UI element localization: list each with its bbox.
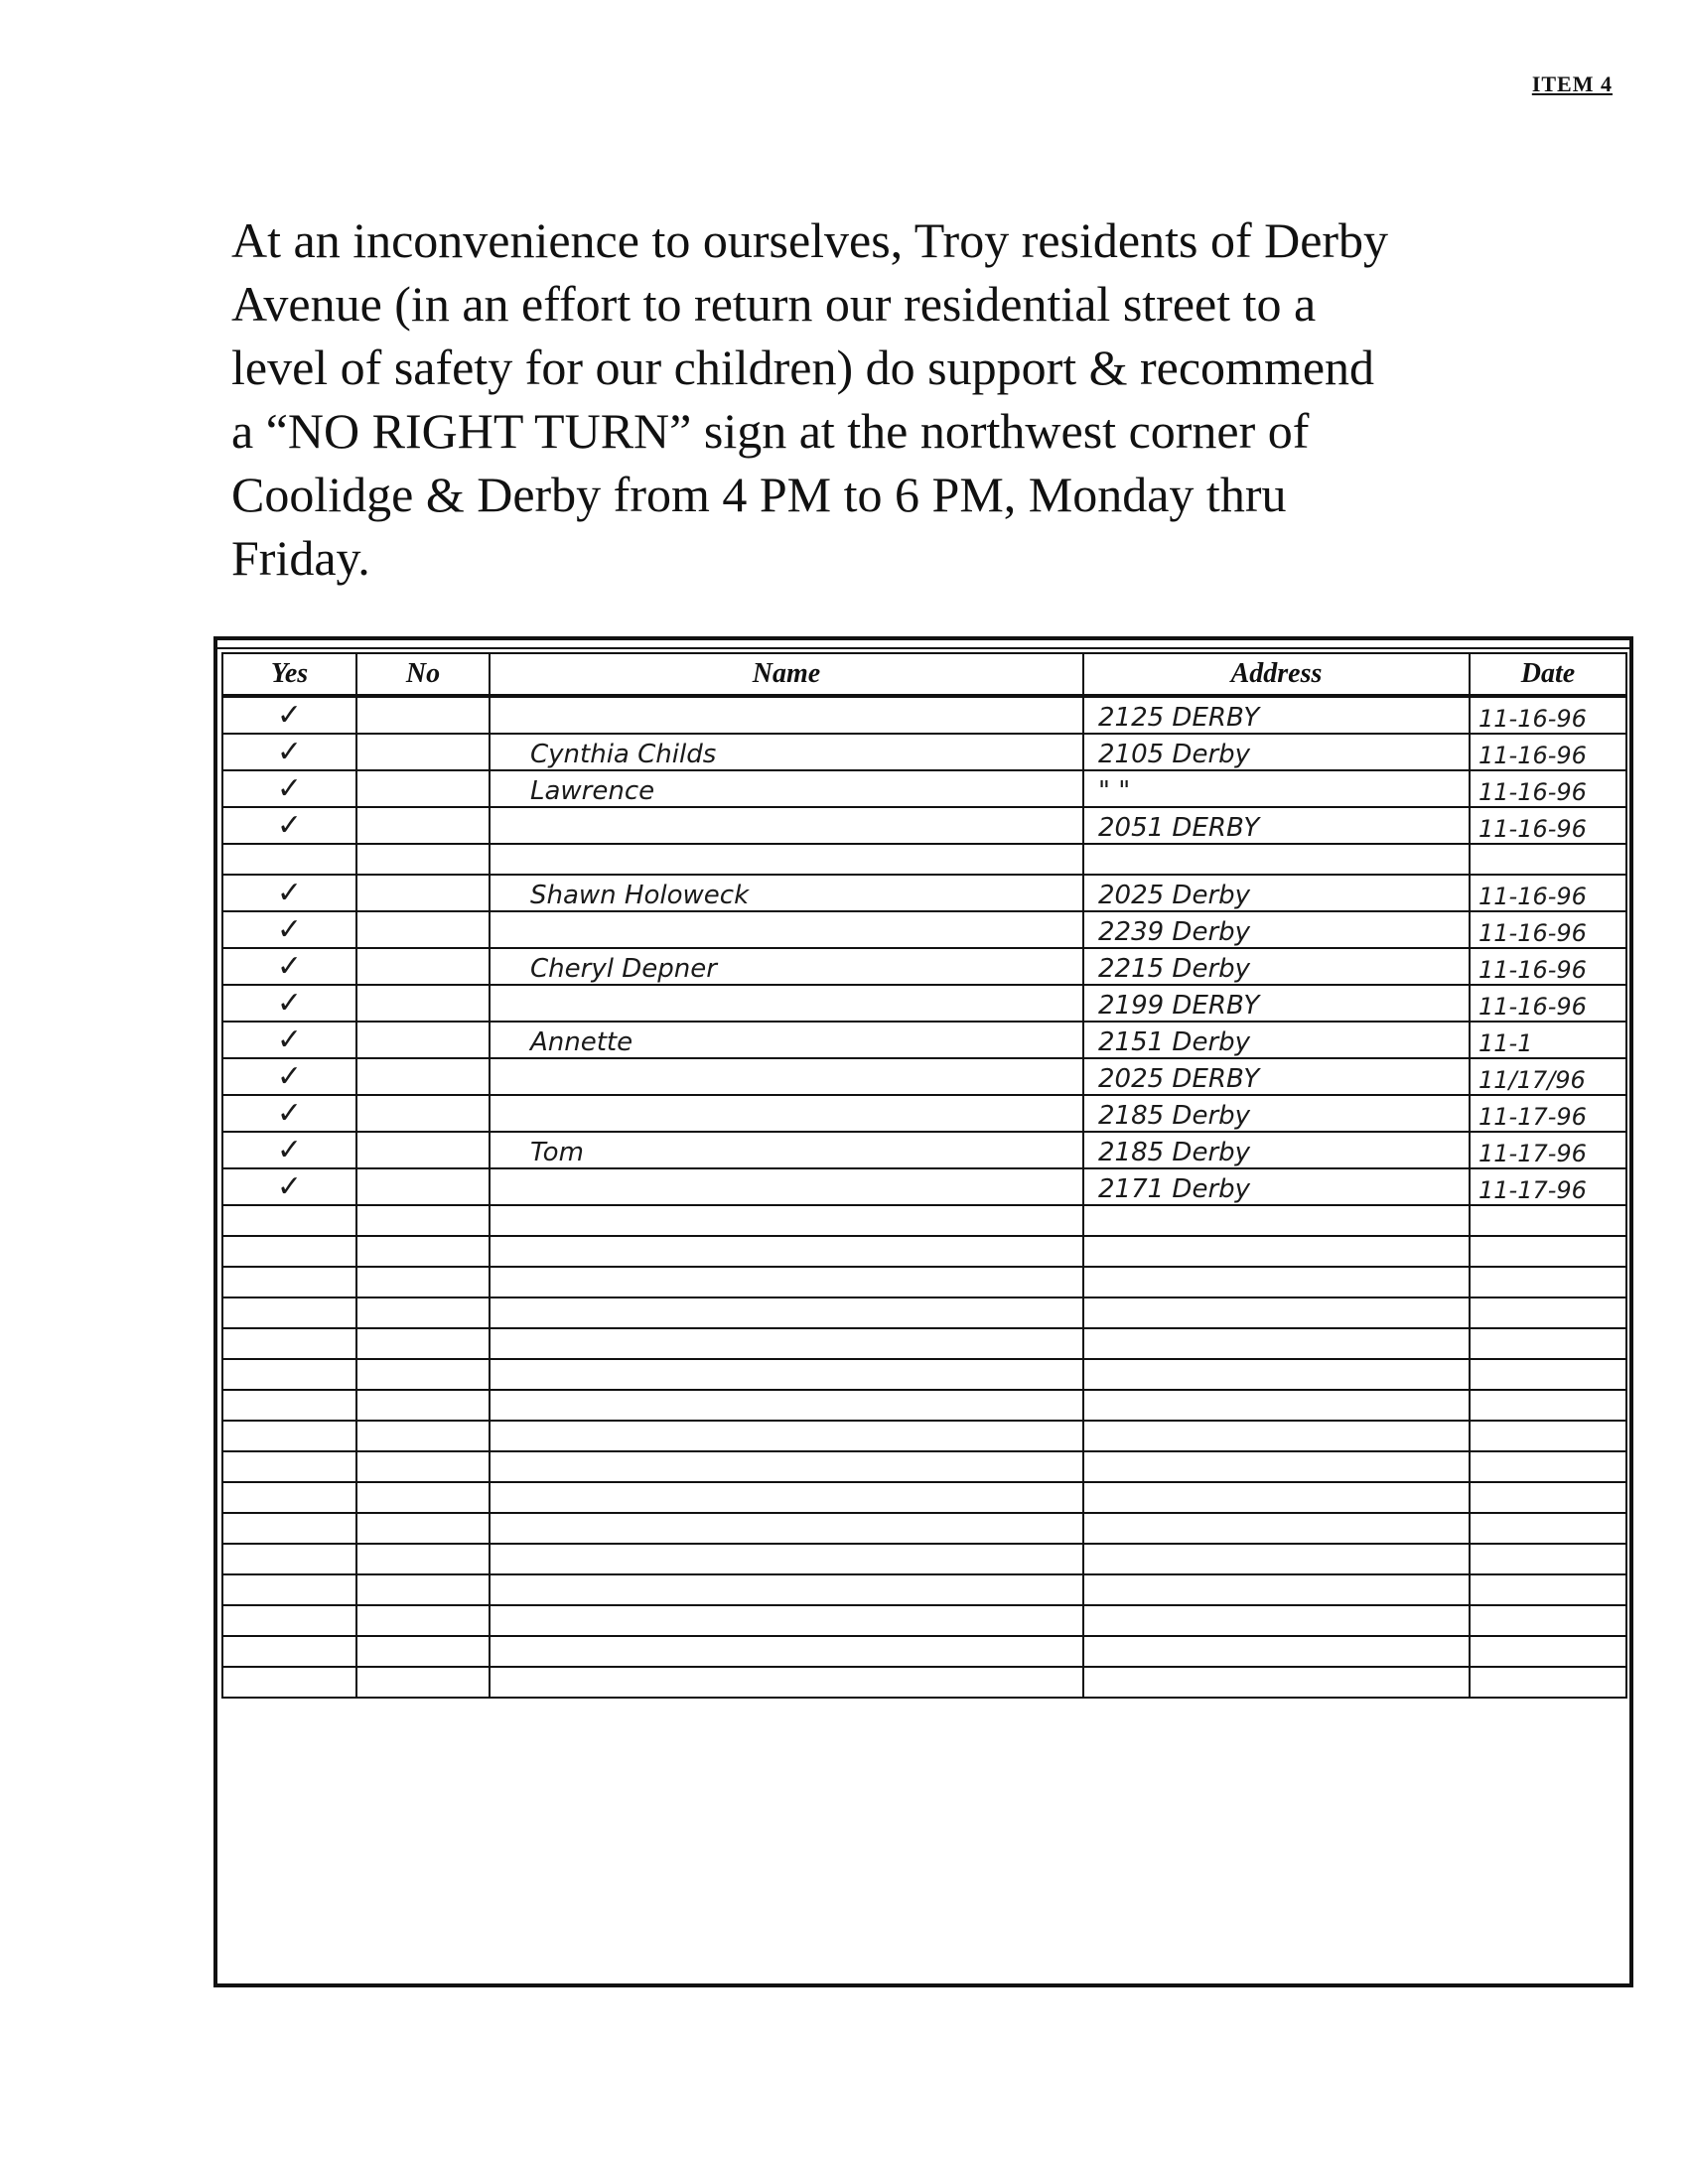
cell-date: 11-16-96	[1470, 985, 1626, 1022]
blank-cell	[222, 1297, 356, 1328]
cell-name: Lawrence	[490, 770, 1083, 807]
cell-date: 11-16-96	[1470, 875, 1626, 911]
blank-cell	[1083, 1236, 1470, 1267]
cell-address: 2105 Derby	[1083, 734, 1470, 770]
blank-cell	[356, 1328, 490, 1359]
blank-cell	[490, 1421, 1083, 1451]
blank-cell	[490, 1267, 1083, 1297]
cell-no	[356, 844, 490, 875]
table-row	[222, 911, 1626, 948]
cell-no	[356, 1022, 490, 1058]
blank-cell	[1083, 1482, 1470, 1513]
blank-cell	[1470, 1267, 1626, 1297]
blank-row	[222, 1359, 1626, 1390]
blank-cell	[1083, 1390, 1470, 1421]
table-row	[222, 985, 1626, 1022]
cell-yes: ✓	[222, 1095, 356, 1132]
cell-address: 2199 DERBY	[1083, 985, 1470, 1022]
blank-cell	[1083, 1513, 1470, 1544]
blank-cell	[1083, 1421, 1470, 1451]
blank-row	[222, 1236, 1626, 1267]
cell-yes: ✓	[222, 1132, 356, 1168]
statement-line: a “NO RIGHT TURN” sign at the northwest corner of	[231, 403, 1310, 459]
cell-name: Cheryl Depner	[490, 948, 1083, 985]
cell-name	[490, 1058, 1083, 1095]
cell-yes: ✓	[222, 770, 356, 807]
blank-cell	[490, 1667, 1083, 1698]
cell-address: 2051 DERBY	[1083, 807, 1470, 844]
blank-row	[222, 1544, 1626, 1574]
blank-cell	[490, 1328, 1083, 1359]
statement-line: At an inconvenience to ourselves, Troy residents of Derby	[231, 212, 1389, 268]
signature-table	[213, 636, 1633, 1987]
table-row	[222, 1058, 1626, 1095]
blank-cell	[490, 1205, 1083, 1236]
blank-cell	[490, 1359, 1083, 1390]
blank-cell	[1470, 1605, 1626, 1636]
cell-name	[490, 1168, 1083, 1205]
cell-no	[356, 770, 490, 807]
statement-line: Coolidge & Derby from 4 PM to 6 PM, Monday thru	[231, 467, 1287, 522]
table-row	[222, 696, 1626, 734]
cell-address: 2185 Derby	[1083, 1095, 1470, 1132]
cell-date: 11-16-96	[1470, 807, 1626, 844]
blank-cell	[222, 1636, 356, 1667]
blank-cell	[1083, 1205, 1470, 1236]
cell-address: 2239 Derby	[1083, 911, 1470, 948]
cell-no	[356, 1168, 490, 1205]
cell-no	[356, 1058, 490, 1095]
table-row	[222, 875, 1626, 911]
statement-line: Avenue (in an effort to return our residential street to a	[231, 276, 1317, 332]
table-row	[222, 1022, 1626, 1058]
cell-address: 2215 Derby	[1083, 948, 1470, 985]
blank-cell	[1470, 1236, 1626, 1267]
cell-yes	[222, 844, 356, 875]
table-row	[222, 844, 1626, 875]
cell-name: Tom	[490, 1132, 1083, 1168]
blank-cell	[356, 1267, 490, 1297]
blank-cell	[1083, 1544, 1470, 1574]
cell-yes: ✓	[222, 734, 356, 770]
blank-cell	[1470, 1513, 1626, 1544]
blank-cell	[222, 1574, 356, 1605]
cell-name	[490, 807, 1083, 844]
header-date: Date	[1470, 653, 1626, 696]
cell-address: " "	[1083, 770, 1470, 807]
blank-cell	[1470, 1359, 1626, 1390]
table-top-rule	[213, 647, 1633, 649]
table-body	[222, 696, 1626, 1698]
blank-cell	[1470, 1390, 1626, 1421]
blank-cell	[356, 1605, 490, 1636]
table-row	[222, 1168, 1626, 1205]
cell-name	[490, 911, 1083, 948]
blank-cell	[1470, 1544, 1626, 1574]
cell-address: 2171 Derby	[1083, 1168, 1470, 1205]
blank-cell	[1470, 1328, 1626, 1359]
header-address: Address	[1083, 653, 1470, 696]
blank-row	[222, 1297, 1626, 1328]
blank-cell	[490, 1605, 1083, 1636]
cell-yes: ✓	[222, 948, 356, 985]
cell-name	[490, 844, 1083, 875]
table-row	[222, 1132, 1626, 1168]
blank-row	[222, 1667, 1626, 1698]
blank-cell	[222, 1482, 356, 1513]
blank-row	[222, 1482, 1626, 1513]
blank-cell	[490, 1574, 1083, 1605]
cell-yes: ✓	[222, 875, 356, 911]
blank-cell	[1470, 1451, 1626, 1482]
cell-yes: ✓	[222, 985, 356, 1022]
cell-no	[356, 948, 490, 985]
blank-cell	[356, 1205, 490, 1236]
blank-cell	[222, 1451, 356, 1482]
cell-no	[356, 807, 490, 844]
blank-cell	[1083, 1267, 1470, 1297]
blank-cell	[356, 1482, 490, 1513]
blank-row	[222, 1513, 1626, 1544]
blank-row	[222, 1267, 1626, 1297]
blank-cell	[1083, 1359, 1470, 1390]
blank-cell	[356, 1421, 490, 1451]
blank-cell	[1083, 1605, 1470, 1636]
petition-statement	[231, 208, 1552, 590]
blank-row	[222, 1636, 1626, 1667]
blank-cell	[222, 1205, 356, 1236]
blank-cell	[1083, 1574, 1470, 1605]
table-row	[222, 1095, 1626, 1132]
header-no: No	[356, 653, 490, 696]
cell-name: Cynthia Childs	[490, 734, 1083, 770]
blank-cell	[1470, 1636, 1626, 1667]
blank-cell	[490, 1236, 1083, 1267]
cell-no	[356, 875, 490, 911]
blank-cell	[356, 1574, 490, 1605]
cell-address: 2025 DERBY	[1083, 1058, 1470, 1095]
cell-yes: ✓	[222, 1058, 356, 1095]
blank-cell	[490, 1636, 1083, 1667]
item-label: ITEM 4	[1531, 71, 1613, 96]
blank-row	[222, 1421, 1626, 1451]
statement-line: Friday.	[231, 530, 370, 586]
blank-cell	[1083, 1667, 1470, 1698]
cell-date: 11-1	[1470, 1022, 1626, 1058]
blank-cell	[356, 1359, 490, 1390]
cell-name	[490, 696, 1083, 734]
blank-cell	[1083, 1636, 1470, 1667]
statement-line: level of safety for our children) do support & recommend	[231, 340, 1375, 395]
cell-date: 11-17-96	[1470, 1095, 1626, 1132]
cell-no	[356, 734, 490, 770]
cell-yes: ✓	[222, 696, 356, 734]
cell-address: 2185 Derby	[1083, 1132, 1470, 1168]
blank-cell	[222, 1544, 356, 1574]
blank-cell	[222, 1421, 356, 1451]
cell-yes: ✓	[222, 807, 356, 844]
blank-cell	[1083, 1328, 1470, 1359]
blank-cell	[222, 1267, 356, 1297]
blank-cell	[356, 1236, 490, 1267]
blank-cell	[1083, 1297, 1470, 1328]
blank-cell	[490, 1390, 1083, 1421]
cell-no	[356, 1132, 490, 1168]
cell-name: Shawn Holoweck	[490, 875, 1083, 911]
blank-cell	[222, 1328, 356, 1359]
cell-date: 11-17-96	[1470, 1132, 1626, 1168]
blank-cell	[490, 1482, 1083, 1513]
header-name: Name	[490, 653, 1083, 696]
blank-cell	[356, 1451, 490, 1482]
cell-no	[356, 911, 490, 948]
blank-cell	[490, 1297, 1083, 1328]
blank-row	[222, 1605, 1626, 1636]
blank-cell	[222, 1359, 356, 1390]
cell-yes: ✓	[222, 911, 356, 948]
blank-cell	[1470, 1482, 1626, 1513]
blank-cell	[490, 1513, 1083, 1544]
cell-date: 11-16-96	[1470, 911, 1626, 948]
table-header-row	[222, 653, 1626, 696]
blank-cell	[1470, 1205, 1626, 1236]
header-yes: Yes	[222, 653, 356, 696]
blank-cell	[222, 1513, 356, 1544]
table-row	[222, 807, 1626, 844]
blank-cell	[222, 1605, 356, 1636]
blank-cell	[356, 1667, 490, 1698]
blank-cell	[356, 1390, 490, 1421]
blank-row	[222, 1205, 1626, 1236]
blank-cell	[1470, 1574, 1626, 1605]
cell-yes: ✓	[222, 1022, 356, 1058]
blank-cell	[222, 1236, 356, 1267]
cell-date: 11/17/96	[1470, 1058, 1626, 1095]
cell-address	[1083, 844, 1470, 875]
cell-date: 11-16-96	[1470, 734, 1626, 770]
cell-name	[490, 1095, 1083, 1132]
blank-cell	[1083, 1451, 1470, 1482]
cell-address: 2125 DERBY	[1083, 696, 1470, 734]
blank-cell	[356, 1544, 490, 1574]
blank-cell	[222, 1667, 356, 1698]
cell-no	[356, 985, 490, 1022]
cell-date: 11-17-96	[1470, 1168, 1626, 1205]
blank-cell	[1470, 1297, 1626, 1328]
table-row	[222, 770, 1626, 807]
blank-row	[222, 1328, 1626, 1359]
cell-date: 11-16-96	[1470, 696, 1626, 734]
table-row	[222, 734, 1626, 770]
blank-cell	[356, 1297, 490, 1328]
blank-row	[222, 1390, 1626, 1421]
cell-no	[356, 696, 490, 734]
blank-cell	[1470, 1667, 1626, 1698]
cell-date: 11-16-96	[1470, 770, 1626, 807]
cell-name	[490, 985, 1083, 1022]
blank-row	[222, 1574, 1626, 1605]
cell-date: 11-16-96	[1470, 948, 1626, 985]
blank-cell	[490, 1544, 1083, 1574]
blank-cell	[356, 1636, 490, 1667]
blank-cell	[1470, 1421, 1626, 1451]
cell-no	[356, 1095, 490, 1132]
blank-cell	[356, 1513, 490, 1544]
cell-date	[1470, 844, 1626, 875]
cell-name: Annette	[490, 1022, 1083, 1058]
table-row	[222, 948, 1626, 985]
blank-cell	[490, 1451, 1083, 1482]
cell-yes: ✓	[222, 1168, 356, 1205]
blank-row	[222, 1451, 1626, 1482]
blank-cell	[222, 1390, 356, 1421]
cell-address: 2151 Derby	[1083, 1022, 1470, 1058]
cell-address: 2025 Derby	[1083, 875, 1470, 911]
signature-grid	[221, 652, 1627, 1699]
